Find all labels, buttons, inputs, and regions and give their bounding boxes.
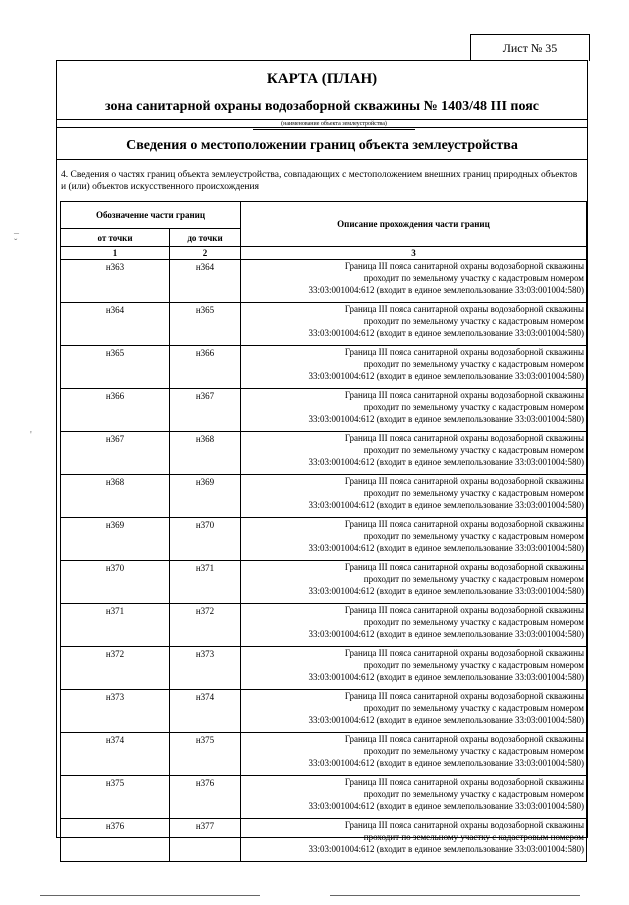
description-cell [241,260,587,303]
scan-mark: – [14,228,19,239]
point-from-cell: н370 [61,561,170,604]
description-line: 33:03:001004:612 (входит в единое землепользование 33:03:001004:580) [308,285,584,295]
point-to-cell: н377 [170,819,241,862]
description-cell [241,733,587,776]
description-line: 33:03:001004:612 (входит в единое землепользование 33:03:001004:580) [308,629,584,639]
point-from-cell: н365 [61,346,170,389]
document-title: КАРТА (ПЛАН) [266,71,378,87]
description-line: проходит по земельному участку с кадастровым номером [363,703,584,713]
point-from-cell: н363 [61,260,170,303]
description-line: проходит по земельному участку с кадастровым номером [363,574,584,584]
description-line: проходит по земельному участку с кадастровым номером [363,316,584,326]
point-to-cell: н371 [170,561,241,604]
intro-text: 4. Сведения о частях границ объекта землеустройства, совпадающих с местоположением внешних границ природных объектов и (или) объектов искусственного происхождения [61,170,578,192]
point-from-cell: н373 [61,690,170,733]
column-number-2: 2 [170,247,241,260]
point-from-cell: н367 [61,432,170,475]
table-row [61,561,587,604]
table-row [61,389,587,432]
description-line: 33:03:001004:612 (входит в единое землепользование 33:03:001004:580) [308,801,584,811]
point-to-cell: н370 [170,518,241,561]
scan-edge-line [330,895,580,896]
description-line: 33:03:001004:612 (входит в единое землепользование 33:03:001004:580) [308,457,584,467]
point-to-cell: н367 [170,389,241,432]
table-row [61,432,587,475]
point-to-cell: н374 [170,690,241,733]
scan-mark: ' [30,430,32,441]
description-line: 33:03:001004:612 (входит в единое землепользование 33:03:001004:580) [308,758,584,768]
column-header-to: до точки [170,229,241,247]
table-row [61,475,587,518]
description-line: Граница III пояса санитарной охраны водозаборной скважины [344,777,584,787]
column-number-3: 3 [241,247,587,260]
column-group-header: Обозначение части границ [61,202,241,229]
point-from-cell: н374 [61,733,170,776]
description-line: Граница III пояса санитарной охраны водозаборной скважины [344,734,584,744]
point-from-cell: н376 [61,819,170,862]
scan-edge-line [40,895,260,896]
description-line: Граница III пояса санитарной охраны водозаборной скважины [344,476,584,486]
description-line: 33:03:001004:612 (входит в единое землепользование 33:03:001004:580) [308,371,584,381]
column-number-1: 1 [61,247,170,260]
point-from-cell: н366 [61,389,170,432]
description-line: Граница III пояса санитарной охраны водозаборной скважины [344,390,584,400]
description-cell [241,561,587,604]
scan-mark: ˇ [14,238,18,249]
description-cell [241,303,587,346]
point-to-cell: н365 [170,303,241,346]
table-row [61,260,587,303]
point-to-cell: н366 [170,346,241,389]
point-to-cell: н373 [170,647,241,690]
description-line: 33:03:001004:612 (входит в единое землепользование 33:03:001004:580) [308,500,584,510]
point-to-cell: н372 [170,604,241,647]
description-line: проходит по земельному участку с кадастровым номером [363,359,584,369]
description-line: проходит по земельному участку с кадастровым номером [363,746,584,756]
description-line: Граница III пояса санитарной охраны водозаборной скважины [344,820,584,830]
table-row [61,346,587,389]
point-from-cell: н369 [61,518,170,561]
table-body [61,260,587,862]
description-cell [241,389,587,432]
point-to-cell: н364 [170,260,241,303]
description-cell [241,690,587,733]
point-from-cell: н372 [61,647,170,690]
point-to-cell: н369 [170,475,241,518]
point-to-cell: н375 [170,733,241,776]
point-to-cell: н368 [170,432,241,475]
description-line: проходит по земельному участку с кадастровым номером [363,402,584,412]
description-line: проходит по земельному участку с кадастровым номером [363,273,584,283]
table-row [61,647,587,690]
point-from-cell: н371 [61,604,170,647]
description-line: 33:03:001004:612 (входит в единое землепользование 33:03:001004:580) [308,672,584,682]
description-line: проходит по земельному участку с кадастровым номером [363,789,584,799]
table-row [61,604,587,647]
description-line: 33:03:001004:612 (входит в единое землепользование 33:03:001004:580) [308,844,584,854]
description-line: проходит по земельному участку с кадастровым номером [363,488,584,498]
description-line: проходит по земельному участку с кадастровым номером [363,660,584,670]
description-line: Граница III пояса санитарной охраны водозаборной скважины [344,304,584,314]
point-to-cell: н376 [170,776,241,819]
description-line: Граница III пояса санитарной охраны водозаборной скважины [344,433,584,443]
table-row [61,733,587,776]
point-from-cell: н364 [61,303,170,346]
description-line: проходит по земельному участку с кадастровым номером [363,531,584,541]
object-name-caption: (наименование объекта землеустройства) [253,119,415,130]
description-line: 33:03:001004:612 (входит в единое землепользование 33:03:001004:580) [308,586,584,596]
description-line: проходит по земельному участку с кадастровым номером [363,617,584,627]
point-from-cell: н368 [61,475,170,518]
document-frame [56,60,588,854]
section-title: Сведения о местоположении границ объекта землеустройства [126,138,518,153]
table-row [61,303,587,346]
description-line: Граница III пояса санитарной охраны водозаборной скважины [344,691,584,701]
description-line: Граница III пояса санитарной охраны водозаборной скважины [344,648,584,658]
sheet-number-label: Лист № 35 [470,34,590,61]
description-cell [241,604,587,647]
divider [57,159,587,160]
table-row [61,518,587,561]
description-line: 33:03:001004:612 (входит в единое землепользование 33:03:001004:580) [308,715,584,725]
description-line: проходит по земельному участку с кадастровым номером [363,832,584,842]
boundary-table [60,201,587,862]
description-cell [241,647,587,690]
description-line: Граница III пояса санитарной охраны водозаборной скважины [344,347,584,357]
column-header-description: Описание прохождения части границ [241,202,587,247]
description-cell [241,475,587,518]
table-row [61,690,587,733]
table-row [61,776,587,819]
point-from-cell: н375 [61,776,170,819]
column-header-from: от точки [61,229,170,247]
description-line: Граница III пояса санитарной охраны водозаборной скважины [344,562,584,572]
table-row [61,819,587,862]
description-line: Граница III пояса санитарной охраны водозаборной скважины [344,605,584,615]
object-name: зона санитарной охраны водозаборной скважины № 1403/48 III пояс [105,99,539,114]
description-cell [241,819,587,862]
description-line: Граница III пояса санитарной охраны водозаборной скважины [344,519,584,529]
description-cell [241,432,587,475]
description-cell [241,346,587,389]
description-cell [241,518,587,561]
divider [57,127,587,128]
description-line: 33:03:001004:612 (входит в единое землепользование 33:03:001004:580) [308,328,584,338]
description-cell [241,776,587,819]
description-line: проходит по земельному участку с кадастровым номером [363,445,584,455]
description-line: 33:03:001004:612 (входит в единое землепользование 33:03:001004:580) [308,414,584,424]
description-line: 33:03:001004:612 (входит в единое землепользование 33:03:001004:580) [308,543,584,553]
description-line: Граница III пояса санитарной охраны водозаборной скважины [344,261,584,271]
